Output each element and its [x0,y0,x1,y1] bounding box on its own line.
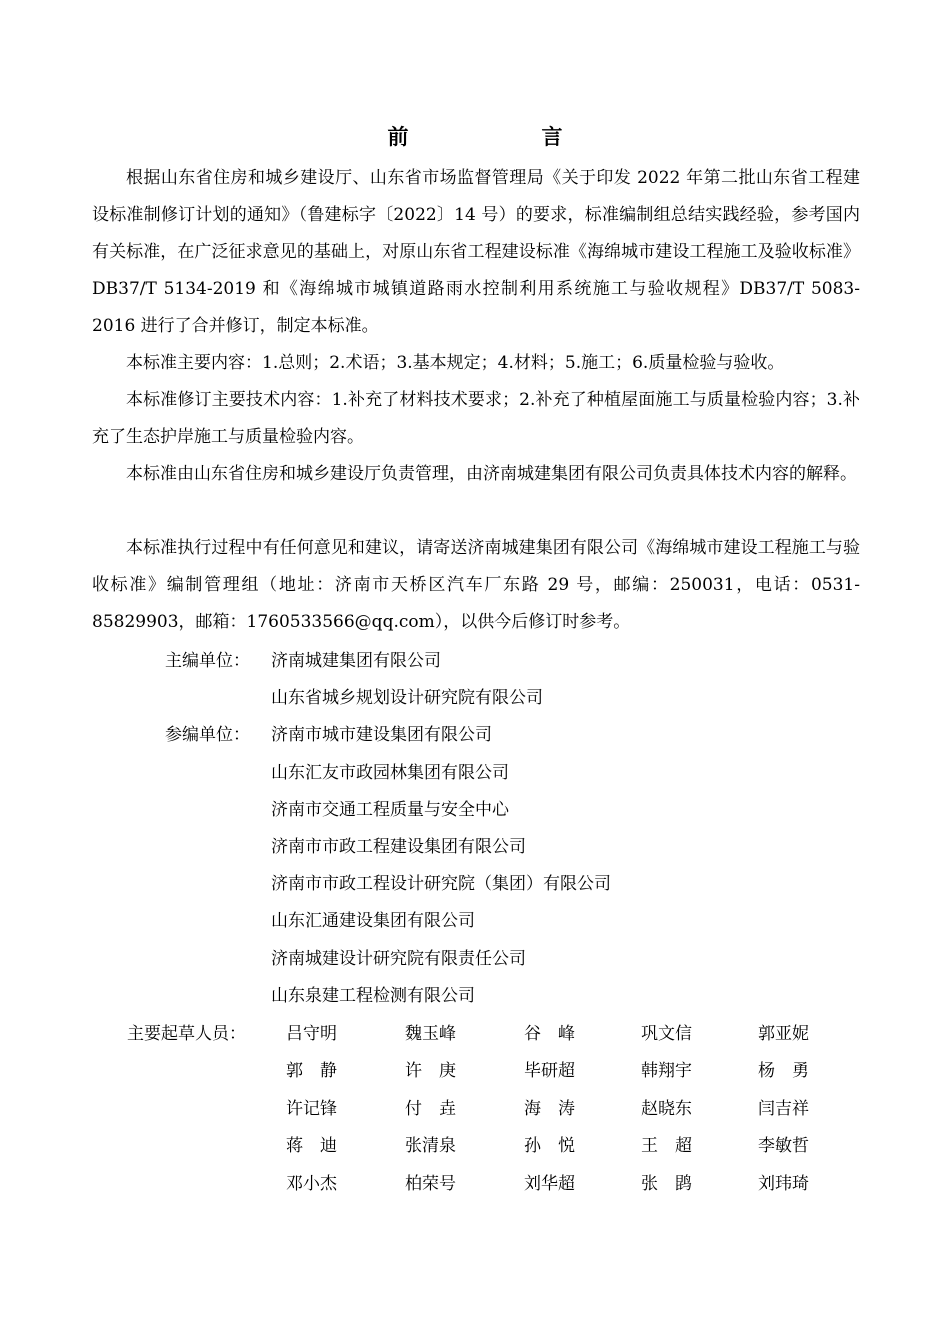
participating-units-label: 参编单位： [165,725,250,746]
participating-unit-row [165,978,611,1015]
participating-unit-row [165,903,611,940]
drafter-name: 付 垚 [405,1098,456,1119]
chief-unit-row [165,680,611,717]
drafter-name: 孙 悦 [524,1136,575,1157]
chief-unit: 济南城建集团有限公司 [271,651,441,671]
drafter-name: 蒋 迪 [286,1136,337,1157]
drafters-grid [286,1016,858,1203]
drafter-name: 海 涛 [524,1098,575,1119]
drafter-name: 赵晓东 [641,1098,692,1119]
drafter-name: 邓小杰 [286,1173,337,1194]
drafter-name: 魏玉峰 [405,1024,456,1044]
drafter-name: 吕守明 [286,1024,337,1044]
drafter-name: 张清泉 [405,1136,456,1157]
chief-unit: 山东省城乡规划设计研究院有限公司 [271,688,543,709]
chief-unit-row [165,643,611,680]
drafter-name: 毕研超 [524,1061,575,1082]
participating-unit-row [165,755,611,792]
drafter-name: 刘玮琦 [758,1173,809,1194]
participating-unit: 山东汇通建设集团有限公司 [271,911,475,932]
drafter-name: 张 鹍 [641,1173,692,1194]
participating-unit-row [165,792,611,829]
paragraph-management: 本标准由山东省住房和城乡建设厅负责管理，由济南城建集团有限公司负责具体技术内容的解释。 [126,464,857,484]
drafters-section [127,1016,858,1203]
participating-unit-row [165,941,611,978]
participating-unit: 济南市交通工程质量与安全中心 [271,799,509,820]
participating-unit: 济南城建设计研究院有限责任公司 [271,948,526,969]
drafter-name: 谷 峰 [524,1024,575,1044]
drafter-name: 闫吉祥 [758,1098,809,1119]
drafter-name: 韩翔宇 [641,1061,692,1082]
chief-units-label: 主编单位： [165,651,250,671]
participating-unit: 济南市市政工程设计研究院（集团）有限公司 [271,874,611,895]
drafters-label: 主要起草人员： [127,1024,246,1044]
participating-unit: 济南市城市建设集团有限公司 [271,725,492,746]
drafter-name: 刘华超 [524,1173,575,1194]
drafter-name: 郭亚妮 [758,1024,809,1044]
participating-unit: 济南市市政工程建设集团有限公司 [271,837,526,858]
participating-unit-row [165,866,611,903]
drafter-name: 许 庚 [405,1061,456,1082]
participating-unit: 山东泉建工程检测有限公司 [271,985,475,1006]
participating-unit-row [165,829,611,866]
drafter-name: 巩文信 [641,1024,692,1044]
drafter-name: 王 超 [641,1136,692,1157]
paragraph-main-content: 本标准主要内容：1.总则；2.术语；3.基本规定；4.材料；5.施工；6.质量检验与验收。 [126,353,785,373]
drafter-name: 郭 静 [286,1061,337,1082]
drafter-name: 许记锋 [286,1098,337,1119]
page-title: 前 言 [387,124,619,149]
units-section [165,643,611,1015]
participating-unit-row [165,717,611,754]
drafter-name: 柏荣号 [405,1173,456,1194]
paragraph-background: 根据山东省住房和城乡建设厅、山东省市场监督管理局《关于印发 2022 年第二批山东省工程建设标准制修订计划的通知》（鲁建标字〔2022〕14 号）的要求，标准编制组总结实践经验，参考国内有关标准，在广泛征求意见的基础上，对原山东省工程建设标准《海绵城市建设工程施工及验收标准》DB37/T 5134-2019 和《海绵城市城镇道路雨水控制利用系统施工与验收规程》DB37/T 5083-2016 进行了合并修订，制定本标准。 [92,168,860,336]
paragraph-revision-content: 本标准修订主要技术内容：1.补充了材料技术要求；2.补充了种植屋面施工与质量检验内容；3.补充了生态护岸施工与质量检验内容。 [92,390,860,447]
drafter-name: 杨 勇 [758,1061,809,1082]
paragraph-feedback: 本标准执行过程中有任何意见和建议，请寄送济南城建集团有限公司《海绵城市建设工程施工与验收标准》编制管理组（地址：济南市天桥区汽车厂东路 29 号，邮编：250031，电话：0531-85829903，邮箱：1760533566@qq.com），以供今后修订时参考。 [92,538,860,632]
participating-unit: 山东汇友市政园林集团有限公司 [271,762,509,783]
drafter-name: 李敏哲 [758,1136,809,1157]
